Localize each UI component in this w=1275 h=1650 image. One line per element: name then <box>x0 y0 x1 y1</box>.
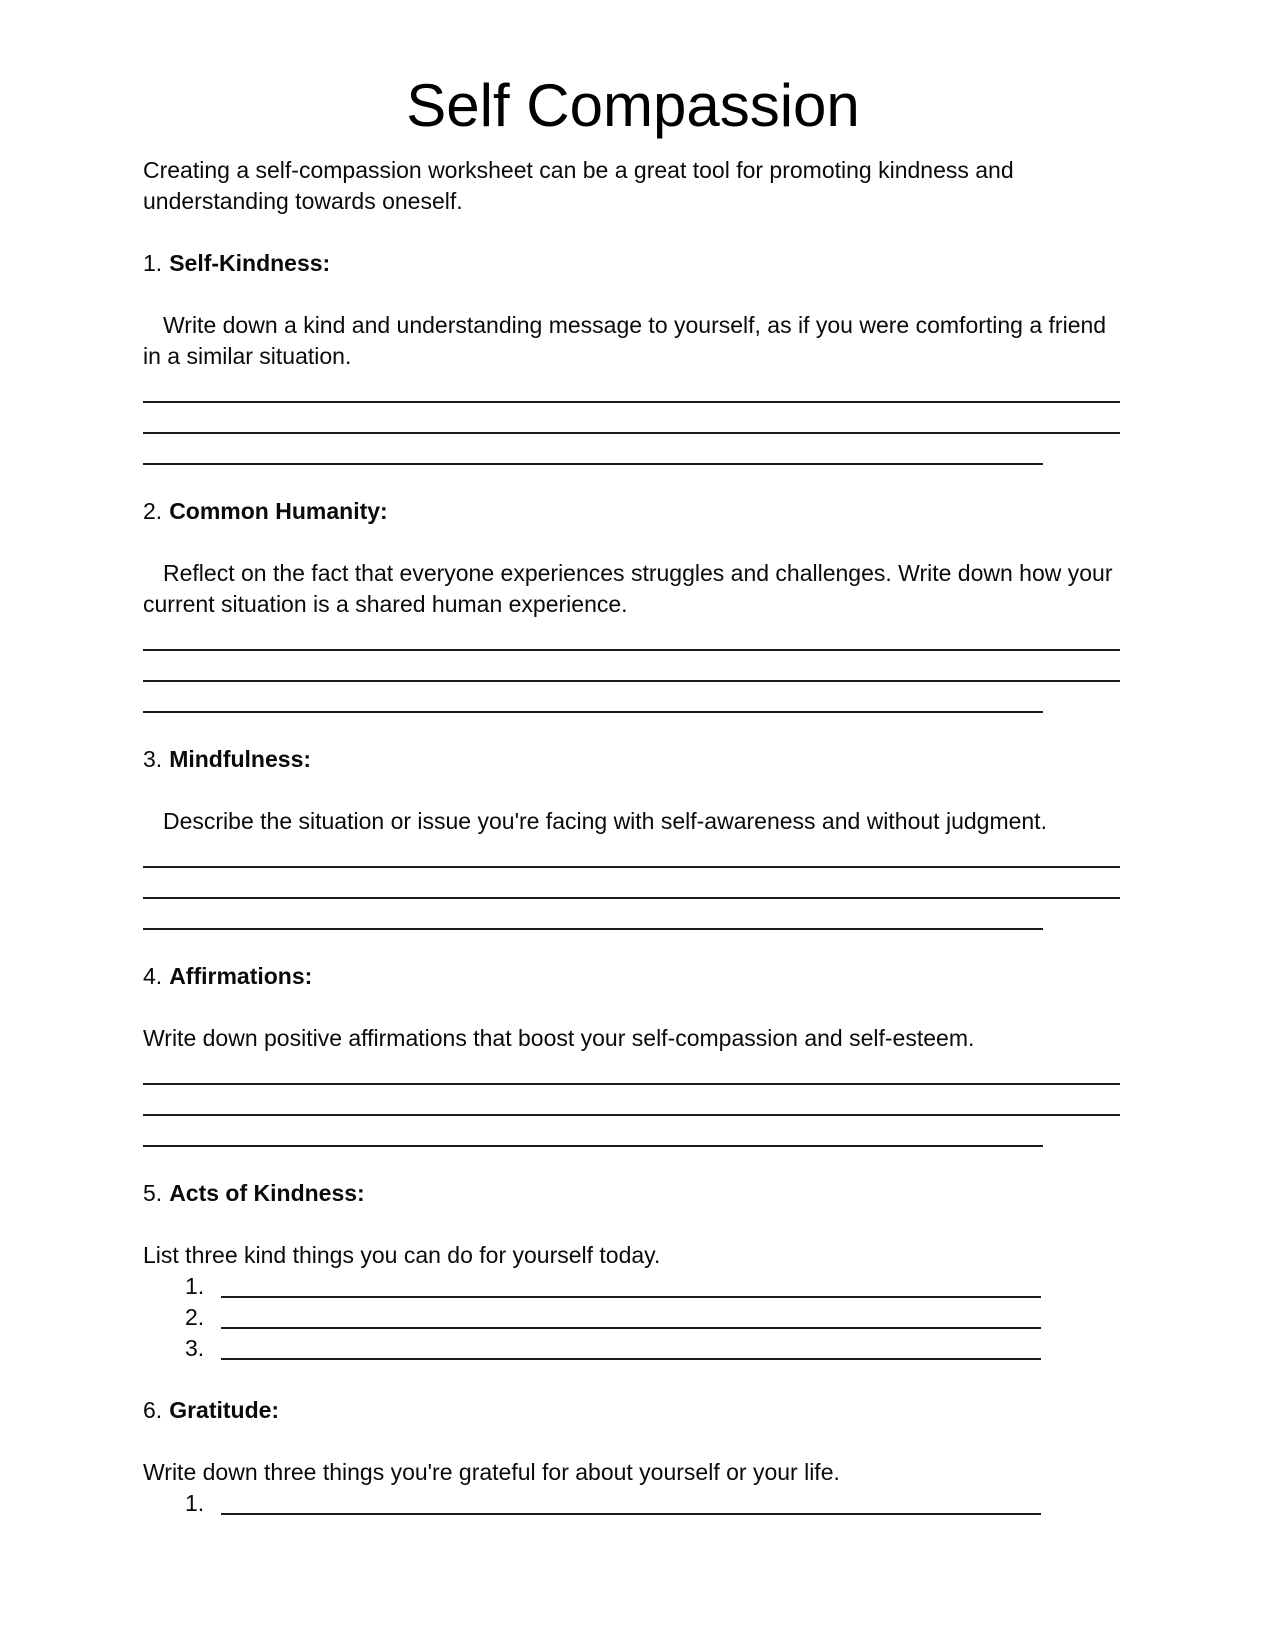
section-prompt: List three kind things you can do for yourself today. <box>143 1242 661 1268</box>
section-heading <box>143 961 1123 992</box>
write-list <box>143 1488 1123 1519</box>
sections-container <box>143 248 1123 1519</box>
write-in-line[interactable] <box>143 434 1043 465</box>
page-title: Self Compassion <box>406 72 860 139</box>
write-in-line[interactable] <box>221 1333 1041 1360</box>
list-item-number: 1. <box>185 1490 205 1516</box>
section-prompt: Write down three things you're grateful for about yourself or your life. <box>143 1459 840 1485</box>
section-heading <box>143 1178 1123 1209</box>
write-in-line[interactable] <box>143 1085 1120 1116</box>
worksheet-section <box>143 744 1123 930</box>
list-item <box>143 1333 1123 1364</box>
section-number: 5. <box>143 1180 163 1206</box>
write-in-line[interactable] <box>221 1302 1041 1329</box>
write-in-line[interactable] <box>143 1054 1120 1085</box>
worksheet-section <box>143 1178 1123 1364</box>
list-item-number: 2. <box>185 1304 205 1330</box>
write-lines-group <box>143 837 1123 930</box>
list-item <box>143 1488 1123 1519</box>
write-lines-group <box>143 1054 1123 1147</box>
section-title: Self-Kindness: <box>169 250 331 276</box>
section-prompt: Describe the situation or issue you're facing with self-awareness and without judgment. <box>163 808 1047 834</box>
section-prompt: Reflect on the fact that everyone experiences struggles and challenges. Write down how your current situation is a shared human experience. <box>143 560 1113 617</box>
write-in-line[interactable] <box>143 1116 1043 1147</box>
worksheet-section <box>143 1395 1123 1519</box>
worksheet-section <box>143 961 1123 1147</box>
write-in-line[interactable] <box>143 899 1043 930</box>
write-in-line[interactable] <box>143 620 1120 651</box>
write-lines-group <box>143 620 1123 713</box>
section-title: Gratitude: <box>169 1397 280 1423</box>
document-content <box>143 70 1123 1519</box>
section-title: Common Humanity: <box>169 498 388 524</box>
list-item <box>143 1302 1123 1333</box>
list-item <box>143 1271 1123 1302</box>
section-title: Acts of Kindness: <box>169 1180 365 1206</box>
write-list <box>143 1271 1123 1364</box>
write-in-line[interactable] <box>221 1271 1041 1298</box>
write-in-line[interactable] <box>221 1488 1041 1515</box>
intro-paragraph: Creating a self-compassion worksheet can be a great tool for promoting kindness and understanding towards oneself. <box>143 157 1014 214</box>
section-title: Mindfulness: <box>169 746 312 772</box>
section-heading <box>143 744 1123 775</box>
write-in-line[interactable] <box>143 837 1120 868</box>
section-heading <box>143 248 1123 279</box>
write-in-line[interactable] <box>143 682 1043 713</box>
section-number: 3. <box>143 746 163 772</box>
write-in-line[interactable] <box>143 651 1120 682</box>
list-item-number: 1. <box>185 1273 205 1299</box>
worksheet-section <box>143 248 1123 465</box>
write-in-line[interactable] <box>143 403 1120 434</box>
section-number: 2. <box>143 498 163 524</box>
section-number: 1. <box>143 250 163 276</box>
section-prompt: Write down a kind and understanding message to yourself, as if you were comforting a friend in a similar situation. <box>143 312 1107 369</box>
section-number: 4. <box>143 963 163 989</box>
list-item-number: 3. <box>185 1335 205 1361</box>
section-heading <box>143 1395 1123 1426</box>
write-in-line[interactable] <box>143 868 1120 899</box>
worksheet-section <box>143 496 1123 713</box>
write-in-line[interactable] <box>143 372 1120 403</box>
write-lines-group <box>143 372 1123 465</box>
section-title: Affirmations: <box>169 963 313 989</box>
section-heading <box>143 496 1123 527</box>
section-number: 6. <box>143 1397 163 1423</box>
section-prompt: Write down positive affirmations that boost your self-compassion and self-esteem. <box>143 1025 975 1051</box>
